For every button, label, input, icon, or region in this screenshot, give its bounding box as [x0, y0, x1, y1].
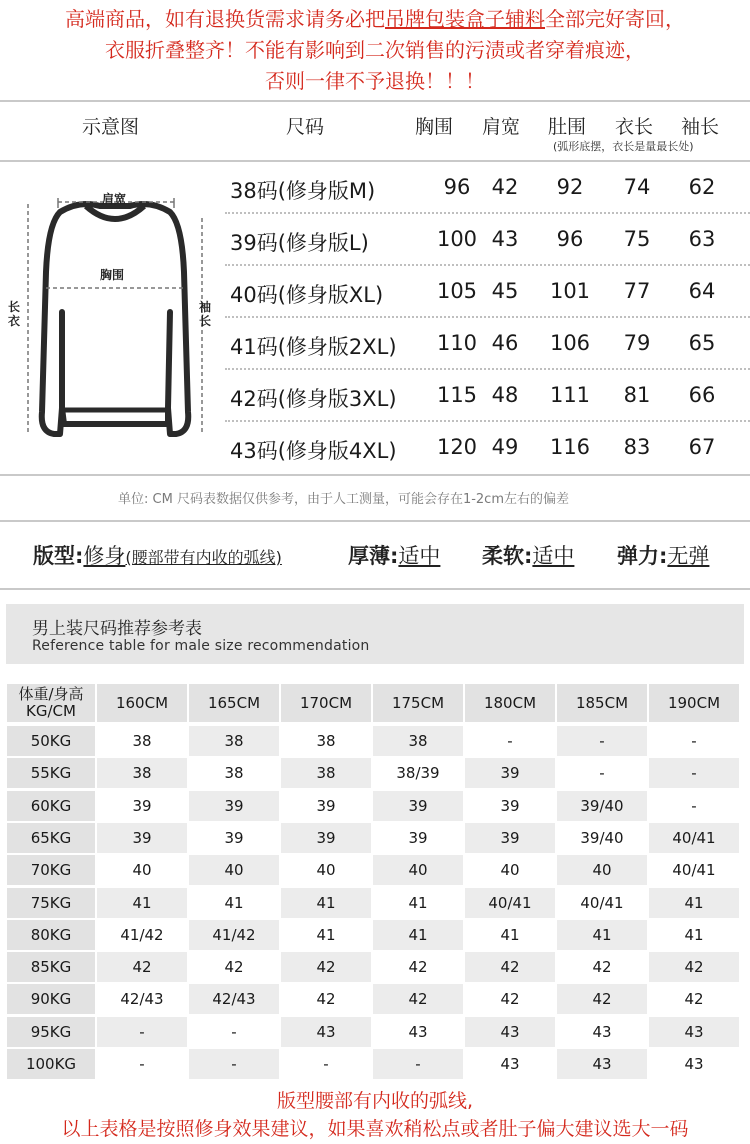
size-cell: 42 [373, 984, 463, 1014]
size-cell: 43 [684, 1055, 704, 1073]
size-cell: 39 [132, 796, 152, 815]
size-cell: 38/39 [396, 764, 440, 783]
length-value: 81 [623, 383, 651, 407]
size-cell: - [97, 1017, 187, 1047]
sleeve-value: 67 [688, 435, 716, 459]
length-value: 79 [623, 331, 651, 355]
header-diagram: 示意图 [82, 116, 140, 138]
garment-diagram [0, 162, 222, 474]
size-name: 41码(修身版2XL) [230, 335, 397, 359]
sleeve-value: 66 [688, 383, 716, 407]
header-length: 衣长 [615, 116, 654, 138]
weight-label: 75KG [7, 888, 95, 918]
size-cell: 41/42 [120, 925, 164, 944]
size-cell: 39 [224, 828, 244, 847]
chest-value: 96 [443, 175, 471, 199]
weight-label: 60KG [7, 791, 95, 821]
divider [0, 520, 750, 522]
weight-label: 55KG [7, 758, 95, 788]
sleeve-value: 62 [688, 175, 716, 199]
belly-value: 116 [549, 435, 591, 459]
height-header: 180CM [465, 684, 555, 722]
label-length: 长衣 [8, 300, 21, 328]
header-sleeve: 袖长 [681, 116, 720, 138]
size-row [225, 162, 750, 214]
size-row [225, 370, 750, 422]
size-cell: 42 [684, 990, 704, 1009]
height-header: 175CM [373, 684, 463, 722]
size-cell: 38 [373, 726, 463, 756]
size-cell: 40/41 [580, 893, 624, 912]
size-cell: - [231, 1022, 237, 1041]
thickness-property: 厚薄:适中 [348, 544, 441, 568]
shoulder-value: 42 [491, 175, 519, 199]
fit-property: 版型:修身(腰部带有内收的弧线) [33, 544, 282, 568]
weight-label: 90KG [7, 984, 95, 1014]
header-size: 尺码 [286, 116, 325, 138]
weight-label: 70KG [7, 855, 95, 885]
size-cell: 39 [408, 828, 428, 847]
chest-value: 110 [436, 331, 478, 355]
size-cell: 38 [97, 758, 187, 788]
sleeve-value: 65 [688, 331, 716, 355]
return-policy-notice [0, 0, 750, 100]
divider [0, 588, 750, 590]
size-cell: 38 [316, 732, 336, 750]
length-value: 83 [623, 435, 651, 459]
size-row [225, 214, 750, 266]
size-cell: 41 [500, 925, 520, 944]
size-cell: 42 [281, 952, 371, 982]
size-cell: 41 [373, 920, 463, 950]
sleeve-value: 63 [688, 227, 716, 251]
size-cell: 41/42 [189, 920, 279, 950]
size-cell: 39/40 [557, 791, 647, 821]
weight-label: 95KG [7, 1017, 95, 1047]
size-cell: 40/41 [672, 861, 716, 880]
size-cell: 39 [281, 823, 371, 853]
size-name: 38码(修身版M) [230, 179, 376, 203]
size-cell: 42 [408, 958, 428, 977]
belly-value: 92 [556, 175, 584, 199]
size-name: 40码(修身版XL) [230, 283, 384, 307]
size-cell: - [649, 758, 739, 788]
size-cell: 38 [189, 726, 279, 756]
size-cell: 42 [649, 952, 739, 982]
size-cell: 43 [649, 1017, 739, 1047]
size-cell: - [139, 1055, 145, 1073]
corner-label: 体重/身高 [18, 685, 84, 703]
belly-value: 111 [549, 383, 591, 407]
label-chest: 胸围 [100, 268, 125, 282]
size-row [225, 266, 750, 318]
weight-label: 80KG [7, 920, 95, 950]
shoulder-value: 46 [491, 331, 519, 355]
size-cell: - [691, 732, 697, 750]
header-chest: 胸围 [415, 116, 454, 138]
weight-label: 50KG [7, 726, 95, 756]
size-cell: 42/43 [120, 990, 164, 1009]
size-name: 39码(修身版L) [230, 231, 369, 255]
recommendation-subtitle: Reference table for male size recommendation [32, 638, 370, 654]
corner-header [7, 684, 95, 722]
size-cell: 40 [373, 855, 463, 885]
size-row [225, 422, 750, 474]
chest-value: 105 [436, 279, 478, 303]
height-header: 185CM [557, 684, 647, 722]
shoulder-value: 43 [491, 227, 519, 251]
divider [0, 474, 750, 476]
height-header: 165CM [189, 684, 279, 722]
notice-line-2: 衣服折叠整齐！不能有影响到二次销售的污渍或者穿着痕迹， [105, 38, 645, 62]
footer-line-2: 以上表格是按照修身效果建议，如果喜欢稍松点或者肚子偏大建议选大一码 [61, 1118, 689, 1140]
size-cell: 42 [465, 952, 555, 982]
shoulder-value: 48 [491, 383, 519, 407]
size-cell: 42/43 [189, 984, 279, 1014]
belly-value: 96 [556, 227, 584, 251]
height-header: 160CM [97, 684, 187, 722]
header-shoulder: 肩宽 [482, 116, 521, 138]
size-cell: 39 [189, 791, 279, 821]
size-cell: 41 [557, 920, 647, 950]
size-cell: 42 [557, 984, 647, 1014]
length-note: (弧形底摆，衣长是量最长处) [553, 140, 694, 153]
size-cell: - [557, 726, 647, 756]
corner-label: KG/CM [26, 702, 76, 720]
notice-highlight: 吊牌包装盒子辅料 [385, 7, 545, 31]
size-cell: 41 [408, 893, 428, 912]
size-cell: 42 [316, 990, 336, 1009]
size-cell: 40/41 [649, 823, 739, 853]
size-cell: 43 [557, 1049, 647, 1079]
size-cell: 40 [500, 861, 520, 880]
height-header: 170CM [281, 684, 371, 722]
size-cell: 38 [224, 764, 244, 783]
shoulder-value: 45 [491, 279, 519, 303]
size-cell: 40 [189, 855, 279, 885]
softness-property: 柔软:适中 [482, 544, 575, 568]
notice-line-1: 高端商品，如有退换货需求请务必把吊牌包装盒子辅料全部完好寄回， [65, 7, 685, 31]
notice-line-3: 否则一律不予退换！！！ [265, 69, 485, 93]
size-cell: - [373, 1049, 463, 1079]
size-cell: 42 [224, 958, 244, 977]
belly-value: 101 [549, 279, 591, 303]
sweatshirt-illustration [0, 162, 222, 474]
size-cell: 40 [132, 861, 152, 880]
unit-note: 单位: CM 尺码表数据仅供参考，由于人工测量，可能会存在1-2cm左右的偏差 [118, 492, 569, 507]
height-header: 190CM [649, 684, 739, 722]
size-cell: 43 [465, 1017, 555, 1047]
label-shoulder: 肩宽 [102, 192, 127, 206]
size-cell: - [599, 764, 605, 783]
size-cell: 39 [373, 791, 463, 821]
size-name: 42码(修身版3XL) [230, 387, 397, 411]
weight-label: 85KG [7, 952, 95, 982]
size-cell: 41 [281, 888, 371, 918]
size-cell: 42 [592, 958, 612, 977]
length-value: 75 [623, 227, 651, 251]
chest-value: 100 [436, 227, 478, 251]
shoulder-value: 49 [491, 435, 519, 459]
size-cell: 41 [649, 888, 739, 918]
size-name: 43码(修身版4XL) [230, 439, 397, 463]
weight-label: 65KG [7, 823, 95, 853]
size-cell: 39 [316, 796, 336, 815]
size-cell: 43 [500, 1055, 520, 1073]
weight-label: 100KG [7, 1049, 95, 1079]
sleeve-value: 64 [688, 279, 716, 303]
size-cell: 39 [465, 758, 555, 788]
belly-value: 106 [549, 331, 591, 355]
recommendation-header [6, 604, 744, 664]
fabric-properties [0, 538, 750, 578]
length-value: 77 [623, 279, 651, 303]
size-cell: - [507, 732, 513, 750]
size-cell: 39 [97, 823, 187, 853]
size-cell: 41 [316, 925, 336, 944]
size-cell: 41 [97, 888, 187, 918]
recommendation-title: 男上装尺码推荐参考表 [32, 619, 202, 639]
chest-value: 115 [436, 383, 478, 407]
size-row [225, 318, 750, 370]
length-value: 74 [623, 175, 651, 199]
size-cell: 39 [465, 823, 555, 853]
size-cell: 41 [224, 893, 244, 912]
size-cell: - [323, 1055, 329, 1073]
size-cell: - [189, 1049, 279, 1079]
size-cell: - [691, 796, 697, 815]
size-cell: 41 [684, 925, 704, 944]
elasticity-property: 弹力:无弹 [617, 544, 710, 568]
size-cell: 42 [97, 952, 187, 982]
size-cell: 38 [281, 758, 371, 788]
label-sleeve: 袖长 [199, 300, 212, 328]
chest-value: 120 [436, 435, 478, 459]
size-cell: 40 [316, 861, 336, 880]
size-cell: 39 [500, 796, 520, 815]
size-cell: 40/41 [465, 888, 555, 918]
header-belly: 肚围 [548, 116, 587, 138]
size-cell: 43 [408, 1022, 428, 1041]
size-cell: 39/40 [580, 828, 624, 847]
size-cell: 40 [557, 855, 647, 885]
size-cell: 43 [281, 1017, 371, 1047]
size-cell: 43 [592, 1022, 612, 1041]
footer-line-1: 版型腰部有内收的弧线, [276, 1090, 474, 1112]
size-cell: 42 [500, 990, 520, 1009]
size-cell: 38 [132, 732, 152, 750]
